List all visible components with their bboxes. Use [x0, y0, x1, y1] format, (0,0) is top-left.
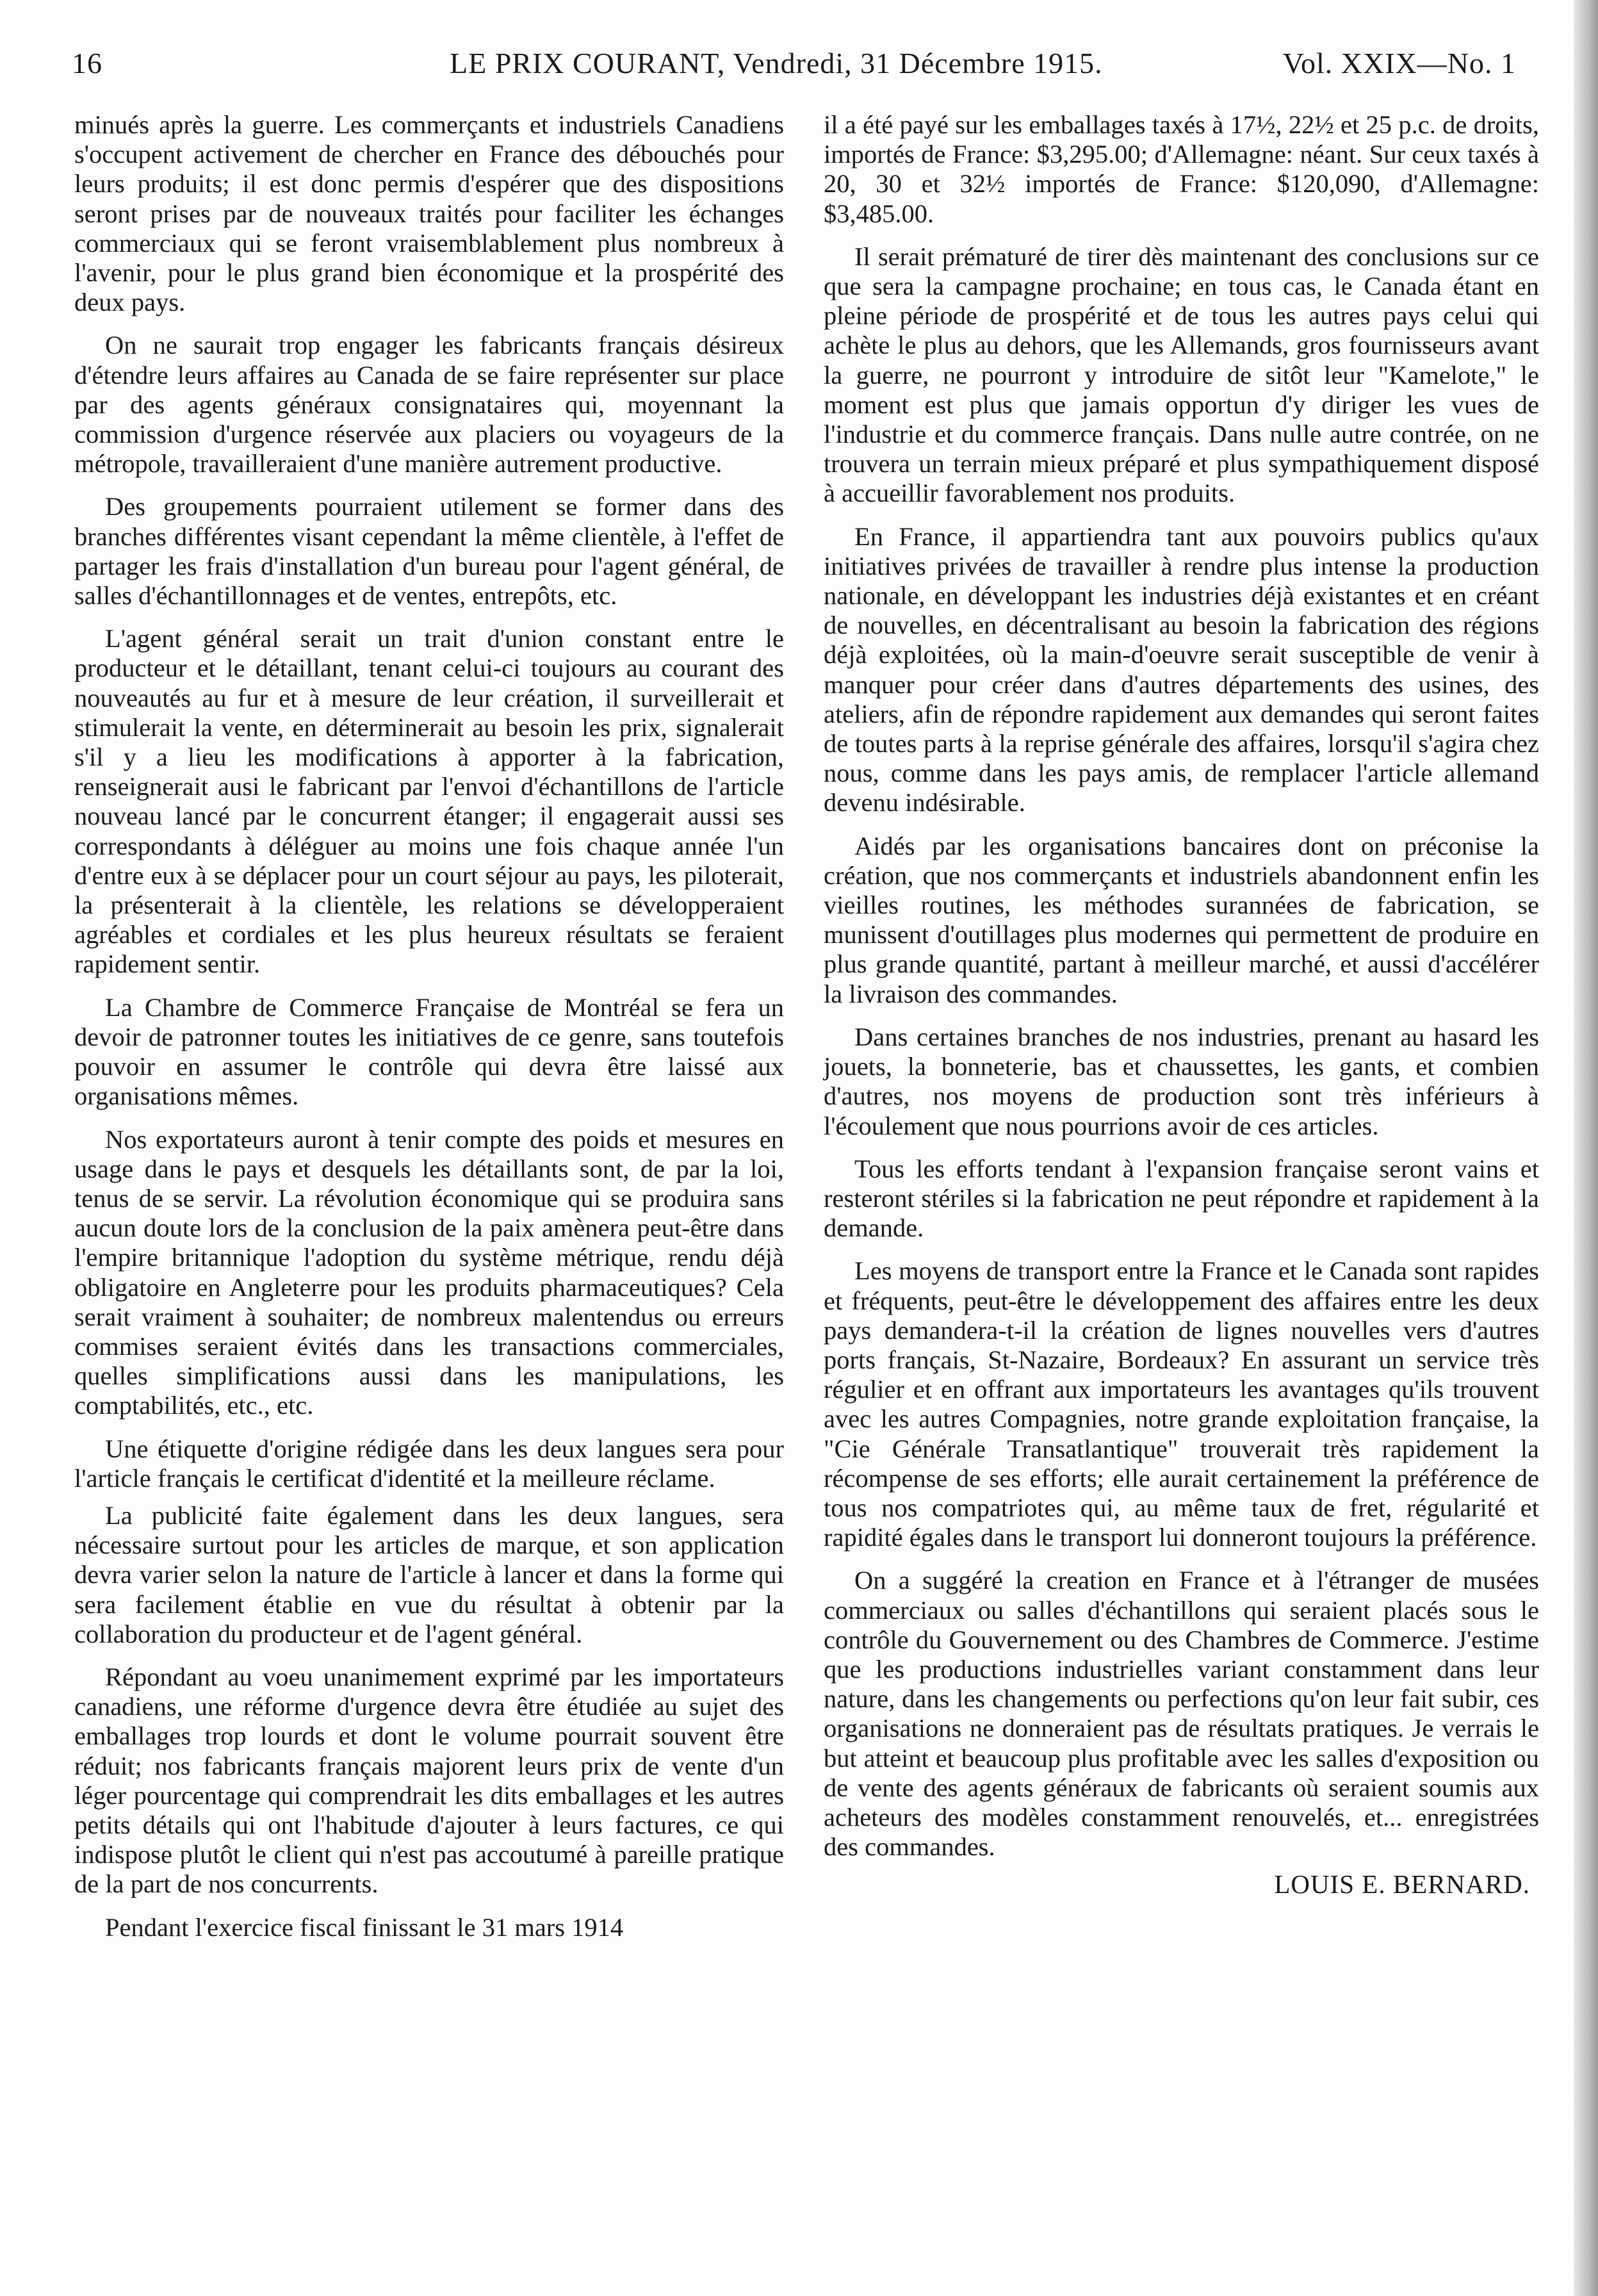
- scan-edge-shadow: [1574, 0, 1598, 2296]
- right-paragraph-7: Les moyens de transport entre la France et le Canada sont rapides et fréquents, peut-être le développement des affaires entre les deux pays demandera-t-il la création de lignes nouvelles vers d'autres ports français, St-Nazaire, Bordeaux? En assurant un service très régulier et en offrant aux importateurs les avantages qu'ils trouvent avec les autres Compagnies, notre grande exploitation française, la "Cie Générale Transatlantique" trouverait très rapidement la récompense de ses efforts; elle aurait certainement la préférence de tous nos compatriotes qui, au même taux de fret, régularité et rapidité égales dans le transport lui donneront toujours la préférence.: [824, 1256, 1539, 1552]
- left-paragraph-4: L'agent général serait un trait d'union constant entre le producteur et le détaillant, tenant celui-ci toujours au courant des nouveautés au fur et à mesure de leur création, il surveillerait et stimulerait la vente, en déterminerait au besoin les prix, signalerait s'il y a lieu les modifications à apporter à la fabrication, renseignerait ausi le fabricant par l'envoi d'échantillons de l'article nouveau lancé par le concurrent étanger; il engagerait aussi ses correspondants à déléguer au moins une fois chaque année l'un d'entre eux à se déplacer pour un court séjour au pays, les piloterait, la présenterait à la clientèle, les relations se développeraient agréables et cordiales et les plus heureux résultats se feraient rapidement sentir.: [74, 624, 784, 979]
- right-paragraph-3: En France, il appartiendra tant aux pouvoirs publics qu'aux initiatives privées de travailler à rendre plus intense la production nationale, en développant les industries déjà existantes et en créant de nouvelles, en décentralisant au besoin la fabrication des régions déjà exploitées, où la main-d'oeuvre serait susceptible de venir à manquer pour créer dans d'autres départements des usines, des ateliers, afin de répondre rapidement aux demandes qui seront faites de toutes parts à la reprise générale des affaires, lorsqu'il s'agira chez nous, comme dans les pays amis, de remplacer l'article allemand devenu indésirable.: [824, 521, 1539, 817]
- left-paragraph-8: La publicité faite également dans les deux langues, sera nécessaire surtout pour les articles de marque, et son application devra varier selon la nature de l'article à lancer et dans la forme qui sera facilement établie en vue du résultat à obtenir par la collaboration du producteur et de l'agent général.: [74, 1500, 784, 1648]
- right-paragraph-5: Dans certaines branches de nos industries, prenant au hasard les jouets, la bonneterie, bas et chaussettes, les gants, et combien d'autres, nos moyens de production sont très inférieurs à l'écoulement que nous pourrions avoir de ces articles.: [824, 1022, 1539, 1140]
- left-paragraph-9: Répondant au voeu unanimement exprimé par les importateurs canadiens, une réforme d'urgence devra être étudiée au sujet des emballages trop lourds et dont le volume pourrait souvent être réduit; nos fabricants français majorent leurs prix de vente d'un léger pourcentage qui comprendrait les dits emballages et les autres petits détails qui ont l'habitude d'ajouter à leurs factures, ce qui indispose plutôt le client qui n'est pas accoutumé à pareille pratique de la part de nos concurrents.: [74, 1662, 784, 1899]
- right-paragraph-2: Il serait prématuré de tirer dès maintenant des conclusions sur ce que sera la campagne prochaine; en tous cas, le Canada étant en pleine période de prospérité et de tous les autres pays celui qui achète le plus au dehors, que les Allemands, gros fournisseurs avant la guerre, ne pourront y introduire de sitôt leur "Kamelote," le moment est plus que jamais opportun d'y diriger les vues de l'industrie et du commerce français. Dans nulle autre contrée, on ne trouvera un terrain mieux préparé et plus sympathiquement disposé à accueillir favorablement nos produits.: [824, 242, 1539, 508]
- right-paragraph-8: On a suggéré la creation en France et à l'étranger de musées commerciaux ou salles d'échantillons qui seraient placés sous le contrôle du Gouvernement ou des Chambres de Commerce. J'estime que les productions industrielles variant constamment dans leur nature, dans les changements ou perfections qu'on leur fait subir, ces organisations ne donneraient pas de résultats pratiques. Je verrais le but atteint et beaucoup plus profitable avec les salles d'exposition ou de vente des agents généraux de fabricants où seraient soumis aux acheteurs des modèles constamment renouvelés, et... enregistrées des commandes.: [824, 1566, 1539, 1862]
- left-paragraph-5: La Chambre de Commerce Française de Montréal se fera un devoir de patronner toutes les initiatives de ce genre, sans toutefois pouvoir en assumer le contrôle qui devra être laissé aux organisations mêmes.: [74, 992, 784, 1111]
- left-paragraph-7: Une étiquette d'origine rédigée dans les deux langues sera pour l'article français le certificat d'identité et la meilleure réclame.: [74, 1434, 784, 1493]
- author-signature: LOUIS E. BERNARD.: [1274, 1869, 1530, 1899]
- right-paragraph-1: il a été payé sur les emballages taxés à 17½, 22½ et 25 p.c. de droits, importés de France: $3,295.00; d'Allemagne: néant. Sur ceux taxés à 20, 30 et 32½ importés de France: $120,090, d'Allemagne: $3,485.00.: [824, 110, 1539, 228]
- left-column: [74, 110, 784, 1956]
- left-paragraph-2: On ne saurait trop engager les fabricants français désireux d'étendre leurs affaires au Canada de se faire représenter sur place par des agents généraux consignataires qui, moyennant la commission d'urgence réservée aux placiers ou voyageurs de la métropole, travailleraient d'une manière autrement productive.: [74, 331, 784, 479]
- right-paragraph-6: Tous les efforts tendant à l'expansion française seront vains et resteront stériles si la fabrication ne peut répondre et rapidement à la demande.: [824, 1154, 1539, 1243]
- left-paragraph-1: minués après la guerre. Les commerçants et industriels Canadiens s'occupent activement de chercher en France des débouchés pour leurs produits; il est donc permis d'espérer que des dispositions seront prises par de nouveaux traités pour faciliter les échanges commerciaux qui se feront vraisemblablement plus nombreux à l'avenir, pour le plus grand bien économique et la prospérité des deux pays.: [74, 110, 784, 317]
- right-paragraph-4: Aidés par les organisations bancaires dont on préconise la création, que nos commerçants et industriels abandonnent enfin les vieilles routines, les méthodes surannées de fabrication, se munissent d'outillages plus modernes qui permettent de produire en plus grande quantité, partant à meilleur marché, et aussi d'accélérer la livraison des commandes.: [824, 831, 1539, 1008]
- left-paragraph-3: Des groupements pourraient utilement se former dans des branches différentes visant cependant la même clientèle, à l'effet de partager les frais d'installation d'un bureau pour l'agent général, de salles d'échantillonnages et de ventes, entrepôts, etc.: [74, 492, 784, 611]
- left-paragraph-10: Pendant l'exercice fiscal finissant le 31 mars 1914: [105, 1912, 624, 1942]
- publication-title: LE PRIX COURANT, Vendredi, 31 Décembre 1915.: [450, 47, 1103, 79]
- left-paragraph-6: Nos exportateurs auront à tenir compte des poids et mesures en usage dans le pays et desquels les détaillants sont, de par la loi, tenus de se servir. La révolution économique qui se produira sans aucun doute lors de la conclusion de la paix amènera peut-être dans l'empire britannique l'adoption du système métrique, rendu déjà obligatoire en Angleterre pour les produits pharmaceutiques? Cela serait vraiment à souhaiter; de nombreux malentendus ou erreurs commises seraient évités dans les transactions commerciales, quelles simplifications aussi dans les manipulations, les comptabilités, etc., etc.: [74, 1124, 784, 1420]
- page-header: [72, 46, 1516, 91]
- volume-number: Vol. XXIX—No. 1: [1282, 47, 1516, 79]
- page-number: 16: [72, 47, 102, 79]
- right-column: [824, 110, 1539, 1899]
